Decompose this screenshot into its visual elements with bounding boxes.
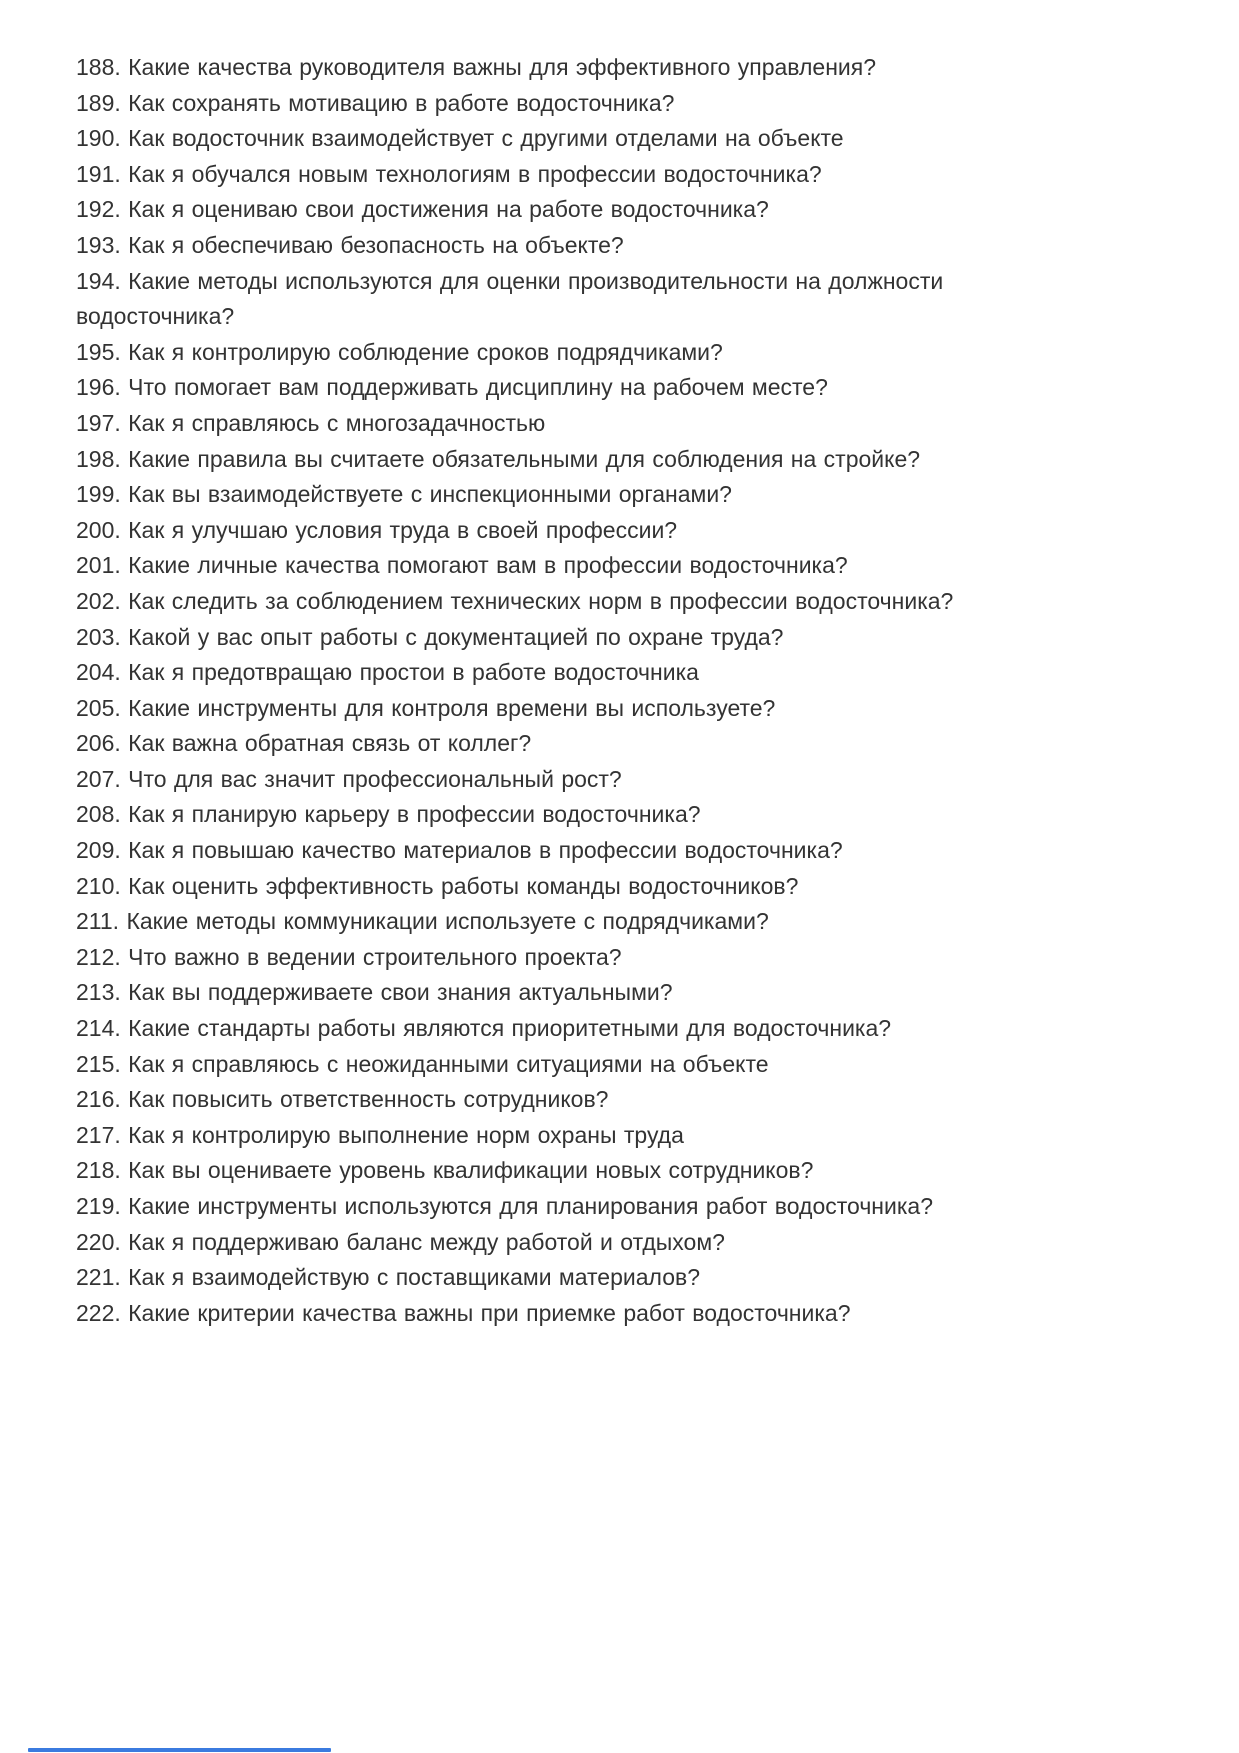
question-item: 217. Как я контролирую выполнение норм охраны труда — [76, 1121, 684, 1148]
question-item: 191. Как я обучался новым технологиям в профессии водосточника? — [76, 160, 822, 187]
question-item: 222. Какие критерии качества важны при приемке работ водосточника? — [76, 1299, 851, 1326]
question-item: 206. Как важна обратная связь от коллег? — [76, 730, 532, 757]
question-item: 215. Как я справляюсь с неожиданными ситуациями на объекте — [76, 1050, 769, 1077]
question-item: 198. Какие правила вы считаете обязательными для соблюдения на стройке? — [76, 445, 921, 472]
question-item: 208. Как я планирую карьеру в профессии водосточника? — [76, 801, 701, 828]
question-item: 216. Как повысить ответственность сотрудников? — [76, 1086, 609, 1113]
question-item: 205. Какие инструменты для контроля времени вы используете? — [76, 694, 776, 721]
question-item: 219. Какие инструменты используются для планирования работ водосточника? — [76, 1193, 934, 1219]
question-item: 221. Как я взаимодействую с поставщиками материалов? — [76, 1264, 701, 1291]
question-item: 214. Какие стандарты работы являются приоритетными для водосточника? — [76, 1015, 892, 1042]
question-item: 204. Как я предотвращаю простои в работе водосточника — [76, 659, 699, 686]
question-item: 189. Как сохранять мотивацию в работе водосточника? — [76, 89, 675, 116]
bottom-accent-line — [28, 1748, 331, 1752]
question-list — [76, 50, 981, 1331]
question-item: 201. Какие личные качества помогают вам в профессии водосточника? — [76, 552, 848, 579]
question-item: 195. Как я контролирую соблюдение сроков подрядчиками? — [76, 338, 723, 365]
question-item: 193. Как я обеспечиваю безопасность на объекте? — [76, 231, 624, 258]
question-item: 220. Как я поддерживаю баланс между работой и отдыхом? — [76, 1228, 725, 1255]
question-item: 200. Как я улучшаю условия труда в своей профессии? — [76, 516, 678, 543]
question-item: 213. Как вы поддерживаете свои знания актуальными? — [76, 979, 673, 1006]
question-item: 194. Какие методы используются для оценки производительности на должности водосточника? — [76, 267, 944, 330]
question-item: 202. Как следить за соблюдением технических норм в профессии водосточника? — [76, 587, 954, 614]
question-item: 218. Как вы оцениваете уровень квалификации новых сотрудников? — [76, 1157, 814, 1184]
question-item: 197. Как я справляюсь с многозадачностью — [76, 409, 546, 436]
question-item: 188. Какие качества руководителя важны для эффективного управления? — [76, 54, 877, 80]
question-item: 192. Как я оцениваю свои достижения на работе водосточника? — [76, 196, 769, 223]
question-item: 210. Как оценить эффективность работы команды водосточников? — [76, 872, 799, 899]
question-item: 212. Что важно в ведении строительного проекта? — [76, 943, 622, 970]
question-item: 209. Как я повышаю качество материалов в профессии водосточника? — [76, 837, 843, 864]
question-item: 190. Как водосточник взаимодействует с другими отделами на объекте — [76, 125, 844, 152]
question-item: 196. Что помогает вам поддерживать дисциплину на рабочем месте? — [76, 374, 828, 401]
question-item: 199. Как вы взаимодействуете с инспекционными органами? — [76, 481, 732, 508]
question-item: 203. Какой у вас опыт работы с документацией по охране труда? — [76, 623, 784, 650]
question-item: 207. Что для вас значит профессиональный рост? — [76, 765, 622, 792]
question-item: 211. Какие методы коммуникации используете с подрядчиками? — [76, 908, 769, 935]
